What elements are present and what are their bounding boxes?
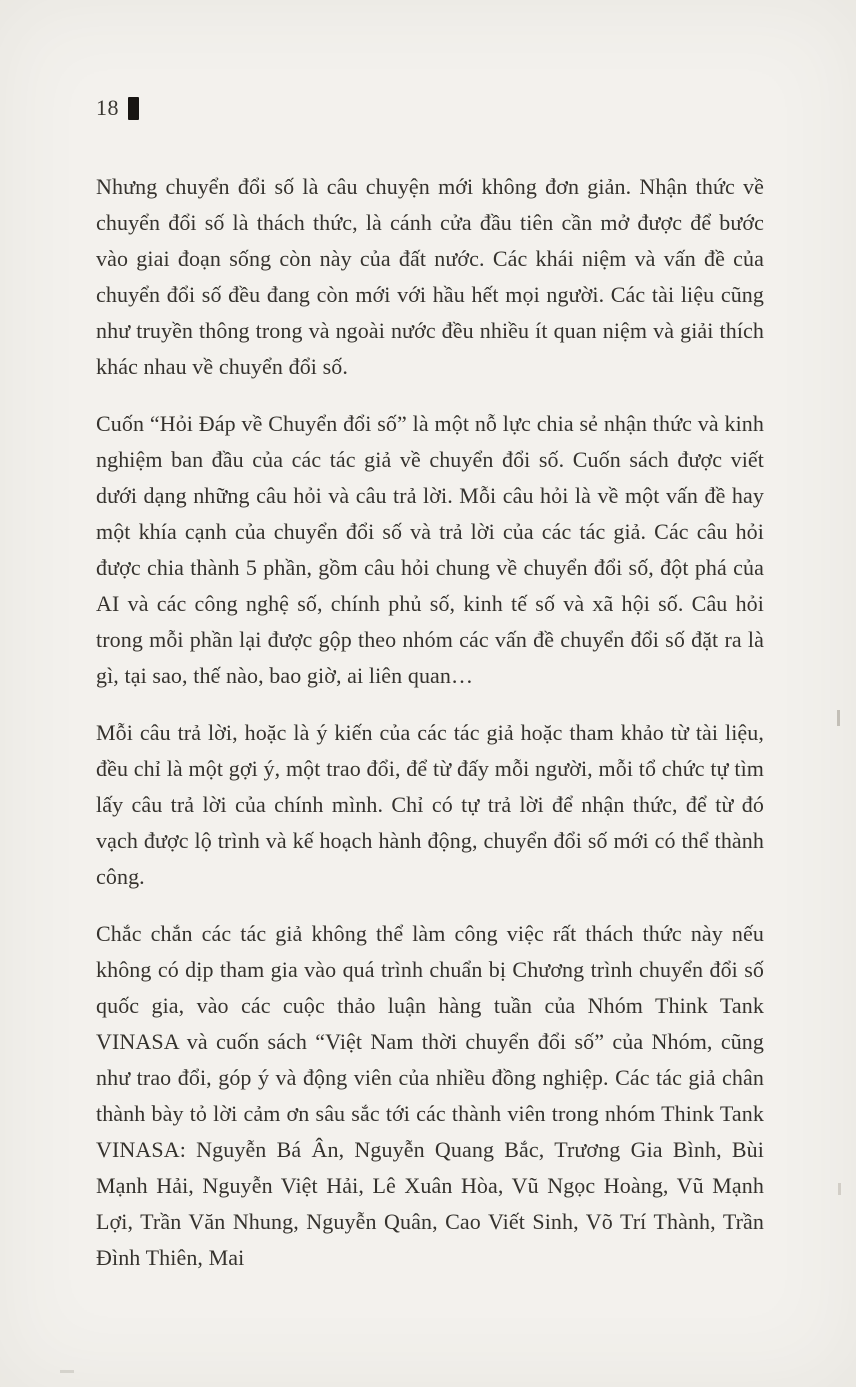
scan-artifact	[60, 1370, 74, 1373]
page-header	[96, 96, 139, 120]
scan-artifact	[837, 710, 840, 726]
page-number: 18	[96, 95, 119, 120]
paragraph-4: Chắc chắn các tác giả không thể làm công việc rất thách thức này nếu không có dịp tham gia vào quá trình chuẩn bị Chương trình chuyển đổi số quốc gia, vào các cuộc thảo luận hàng tuần của Nhóm Think Tank VINASA và cuốn sách “Việt Nam thời chuyển đổi số” của Nhóm, cũng như trao đổi, góp ý và động viên của nhiều đồng nghiệp. Các tác giả chân thành bày tỏ lời cảm ơn sâu sắc tới các thành viên trong nhóm Think Tank VINASA: Nguyễn Bá Ân, Nguyễn Quang Bắc, Trương Gia Bình, Bùi Mạnh Hải, Nguyễn Việt Hải, Lê Xuân Hòa, Vũ Ngọc Hoàng, Vũ Mạnh Lợi, Trần Văn Nhung, Nguyễn Quân, Cao Viết Sinh, Võ Trí Thành, Trần Đình Thiên, Mai	[96, 921, 764, 1270]
text-block	[96, 169, 764, 1297]
paragraph-3: Mỗi câu trả lời, hoặc là ý kiến của các tác giả hoặc tham khảo từ tài liệu, đều chỉ là một gợi ý, một trao đổi, để từ đấy mỗi người, mỗi tổ chức tự tìm lấy câu trả lời của chính mình. Chỉ có tự trả lời để nhận thức, để từ đó vạch được lộ trình và kế hoạch hành động, chuyển đổi số mới có thể thành công.	[96, 720, 764, 889]
paragraph-2: Cuốn “Hỏi Đáp về Chuyển đổi số” là một nỗ lực chia sẻ nhận thức và kinh nghiệm ban đầu của các tác giả về chuyển đổi số. Cuốn sách được viết dưới dạng những câu hỏi và câu trả lời. Mỗi câu hỏi là về một vấn đề hay một khía cạnh của chuyển đổi số và trả lời của các tác giả. Các câu hỏi được chia thành 5 phần, gồm câu hỏi chung về chuyển đổi số, đột phá của AI và các công nghệ số, chính phủ số, kinh tế số và xã hội số. Câu hỏi trong mỗi phần lại được gộp theo nhóm các vấn đề chuyển đổi số đặt ra là gì, tại sao, thế nào, bao giờ, ai liên quan…	[96, 411, 764, 688]
scan-artifact	[838, 1183, 841, 1195]
page-number-bar	[128, 97, 139, 120]
paragraph-1: Nhưng chuyển đổi số là câu chuyện mới không đơn giản. Nhận thức về chuyển đổi số là thách thức, là cánh cửa đầu tiên cần mở được để bước vào giai đoạn sống còn này của đất nước. Các khái niệm và vấn đề của chuyển đổi số đều đang còn mới với hầu hết mọi người. Các tài liệu cũng như truyền thông trong và ngoài nước đều nhiều ít quan niệm và giải thích khác nhau về chuyển đổi số.	[96, 174, 764, 379]
